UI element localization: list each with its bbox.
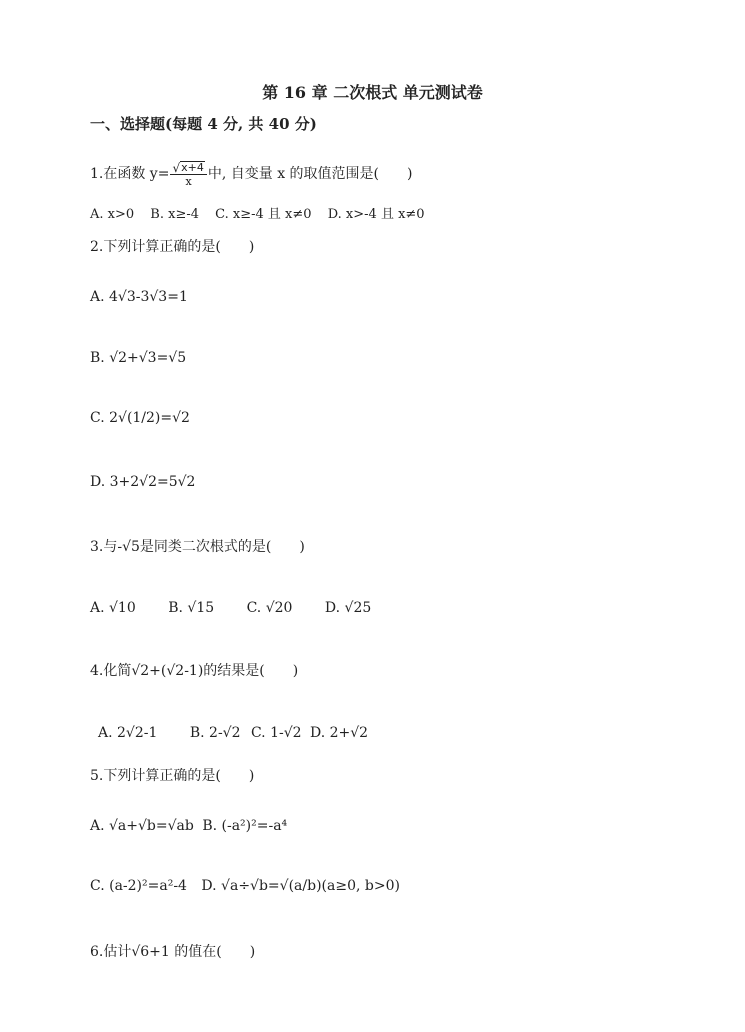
q3-option-d[interactable]: D. √25 <box>324 600 372 616</box>
question-1-stem <box>90 160 412 188</box>
q5-option-c[interactable]: C. (a-2)²=a²-4 <box>90 878 187 894</box>
q1-fraction-numerator: x+4 <box>181 160 204 174</box>
question-1-options <box>90 205 437 225</box>
q1-fraction-denominator: x <box>185 174 192 188</box>
question-5-stem: 5.下列计算正确的是( ) <box>90 768 255 784</box>
q5-option-b[interactable]: B. (-a²)²=-a⁴ <box>202 818 288 834</box>
q1-prefix: 1.在函数 y= <box>90 165 170 182</box>
question-4-stem: 4.化简√2+(√2-1)的结果是( ) <box>90 663 299 679</box>
q4-option-a[interactable]: A. 2√2-1 <box>98 725 158 741</box>
question-6-stem: 6.估计√6+1 的值在( ) <box>90 944 256 960</box>
question-4-options <box>98 723 380 743</box>
q1-option-d[interactable]: D. x>-4 且 x≠0 <box>327 207 425 222</box>
question-5-row-1 <box>90 816 299 836</box>
question-2-stem: 2.下列计算正确的是( ) <box>90 239 255 255</box>
q4-option-c[interactable]: C. 1-√2 <box>250 725 302 741</box>
q5-option-a[interactable]: A. √a+√b=√ab <box>90 818 194 834</box>
q2-option-b[interactable]: B. √2+√3=√5 <box>90 350 187 366</box>
q4-option-b[interactable]: B. 2-√2 <box>189 725 241 741</box>
question-3-stem: 3.与-√5是同类二次根式的是( ) <box>90 539 305 555</box>
page-title: 第 16 章 二次根式 单元测试卷 <box>262 83 483 102</box>
q1-option-b[interactable]: B. x≥-4 <box>150 207 200 222</box>
q3-option-c[interactable]: C. √20 <box>246 600 293 616</box>
q1-option-c[interactable]: C. x≥-4 且 x≠0 <box>215 207 312 222</box>
q1-suffix: 中, 自变量 x 的取值范围是( ) <box>207 165 413 182</box>
question-3-options <box>90 598 383 618</box>
q3-option-b[interactable]: B. √15 <box>168 600 215 616</box>
q2-option-d[interactable]: D. 3+2√2=5√2 <box>90 474 196 490</box>
q5-option-d[interactable]: D. √a÷√b=√(a/b)(a≥0, b>0) <box>201 878 400 894</box>
section-heading: 一、选择题(每题 4 分, 共 40 分) <box>90 115 317 133</box>
question-5-row-2 <box>90 876 412 896</box>
q3-option-a[interactable]: A. √10 <box>90 600 136 616</box>
q4-option-d[interactable]: D. 2+√2 <box>310 725 369 741</box>
q2-option-a[interactable]: A. 4√3-3√3=1 <box>90 289 188 305</box>
q2-option-c[interactable]: C. 2√(1/2)=√2 <box>90 410 190 426</box>
q1-fraction: √ x+4 x <box>170 160 206 188</box>
q1-option-a[interactable]: A. x>0 <box>90 207 135 222</box>
